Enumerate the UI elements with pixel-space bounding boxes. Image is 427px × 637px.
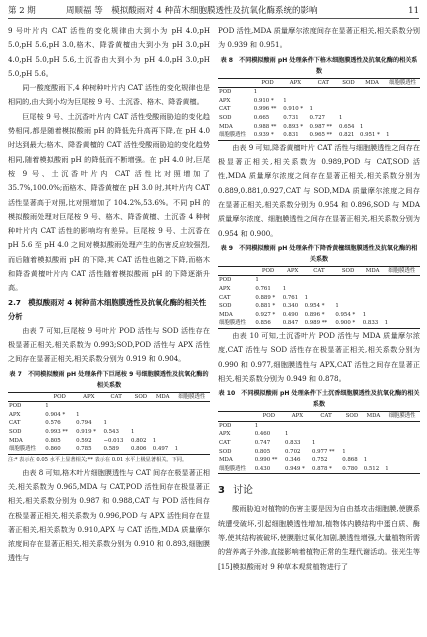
table-cell: 0.346 — [285, 457, 301, 464]
table-cell: 0.785 — [75, 445, 102, 454]
table-cell — [152, 428, 174, 437]
table-cell — [130, 402, 152, 411]
table-cell: MDA — [219, 311, 233, 318]
table-cell: POD — [9, 403, 22, 410]
table-cell: 0.665 — [253, 114, 270, 121]
table-cell — [385, 97, 420, 106]
table-cell: 0.794 — [76, 420, 92, 427]
table-cell: 0.881 * — [255, 303, 276, 310]
table-cell: 1 — [103, 420, 107, 427]
column-header: 细胞膜透性 — [384, 266, 420, 276]
right-column — [218, 24, 420, 574]
table-cell: 1 — [254, 422, 259, 429]
table-row — [218, 465, 420, 474]
column-header: MDA — [359, 78, 385, 88]
table-cell — [102, 411, 130, 420]
column-header: SOD — [341, 412, 363, 422]
table-cell: 1 — [342, 448, 346, 455]
table-row — [218, 311, 420, 320]
table-cell: 1 — [45, 403, 49, 410]
table-cell: 0.702 — [285, 448, 301, 455]
column-header: MDA — [152, 392, 174, 402]
table-cell: 0.847 — [282, 319, 304, 328]
table-cell — [385, 114, 420, 123]
column-header — [218, 266, 254, 276]
table-cell: 1 — [130, 428, 135, 435]
running-title: 周顺福 等 模拟酸雨对 4 种苗木细胞膜透性及抗氧化酶系统的影响 — [66, 6, 318, 16]
table-cell: 0.889 * — [255, 294, 276, 301]
table-cell: 0.747 — [254, 439, 271, 446]
table-note: 注:* 表示在 0.05 水平上显著相关;** 表示在 0.01 水平上极显著相关。下同。 — [8, 456, 188, 463]
table-cell: 1 — [309, 106, 313, 113]
table-cell: −0.013 — [103, 437, 124, 444]
paragraph: 9 号叶片内 CAT 活性的变化规律由大到小为 pH 4.0,pH 5.0,pH 5.6,pH 3.0,格木、降香黄檀由大到小为 pH 3.0,pH 4.0,pH 5.0,pH 5.6,土沉香由大到小为 pH 4.0,pH 3.0,pH 5.0,pH 5.6。 — [8, 26, 210, 78]
column-header: 细胞膜透性 — [385, 78, 420, 88]
table-caption: 表 7 不同模拟酸雨 pH 处理条件下巨尾桉 9 号细胞膜透性及抗氧化酶的相关系数 — [9, 370, 209, 389]
table-cell: 0.949 * — [284, 465, 311, 474]
table-row — [8, 411, 210, 420]
column-header: MDA — [363, 412, 385, 422]
table-cell: 0.727 — [309, 114, 325, 121]
table-cell: 0.512 — [363, 465, 385, 474]
table-cell — [384, 311, 420, 320]
table-cell: 0.731 — [283, 114, 299, 121]
table-row — [218, 294, 420, 303]
section-number: 3 — [218, 485, 225, 497]
table-cell — [384, 285, 420, 294]
paragraph: 由表 9 可知,降香黄檀叶片 CAT 活性与细胞膜透性之间存在极显著正相关,相关系数为 0.989,POD 与 CAT,SOD 活性,MDA 质量摩尔浓度之间存在显著正相关,相关系数分别为 0.889,0.881,0.927,CAT 与 SOD,MDA 质量摩尔浓度之间存在显著正相关,相关系数分别为 0.954 和 0.896,SOD 与 MDA 质量摩尔浓度、细胞膜透性之间存在显著正相关,相关系数分别为 0.954 和 0.900。 — [218, 142, 420, 238]
table-cell: 0.805 — [45, 437, 61, 444]
table-cell — [384, 302, 420, 311]
table-cell — [385, 88, 420, 97]
table-cell: 1 — [311, 439, 316, 446]
table-cell: 0.430 — [254, 465, 284, 474]
table-row — [218, 123, 420, 132]
table-cell: 0.806 — [130, 445, 152, 454]
table-row — [8, 402, 210, 411]
table-cell: SOD — [219, 303, 232, 310]
table-cell: 1 — [384, 465, 420, 474]
table-cell — [363, 439, 385, 448]
table-row — [218, 97, 420, 106]
table-cell: CAT — [219, 294, 231, 301]
column-header: CAT — [304, 266, 335, 276]
column-header: CAT — [102, 392, 130, 402]
table-cell: 0.904 * — [45, 411, 66, 418]
table-cell — [384, 276, 420, 285]
table-cell — [152, 411, 174, 420]
table-cell: 0.919 * — [76, 428, 96, 435]
table-cell — [334, 294, 361, 303]
paragraph: POD 活性,MDA 质量摩尔浓度间存在显著正相关,相关系数分别为 0.939 和 0.951。 — [218, 26, 420, 50]
running-header — [8, 5, 419, 19]
table-cell: MDA — [9, 437, 23, 444]
table-cell — [282, 88, 308, 97]
column-header: SOD — [334, 266, 361, 276]
table-cell — [359, 105, 385, 114]
table-row — [218, 302, 420, 311]
table-cell — [130, 411, 152, 420]
table-row — [218, 131, 420, 140]
table-cell: POD — [219, 277, 232, 284]
table-cell — [311, 421, 341, 430]
table-cell — [309, 88, 338, 97]
table-cell: 0.592 — [76, 437, 92, 444]
table-cell: 0.490 — [282, 311, 299, 318]
table-row — [218, 285, 420, 294]
table-cell: 0.543 — [103, 428, 119, 435]
paragraph: 同一酸度酸雨下,4 种树种叶片内 CAT 活性的变化规律也是相同的,由大到小均为巨尾桉 9 号、土沉香、格木、降香黄檀。 — [8, 83, 210, 107]
table-cell — [174, 411, 210, 420]
column-header: APX — [282, 266, 304, 276]
table-cell: 0.954 * — [304, 303, 325, 310]
column-header: 细胞膜透性 — [384, 412, 420, 422]
table-cell: 0.856 — [254, 319, 281, 328]
table-cell: 0.340 — [282, 303, 299, 310]
table-row — [218, 448, 420, 457]
table-cell — [130, 419, 152, 428]
discussion-heading — [218, 482, 420, 500]
table-cell: 1 — [285, 431, 289, 438]
left-column — [8, 24, 210, 566]
table-cell: 0.993 ** — [45, 428, 68, 435]
issue-number: 第 2 期 — [8, 6, 36, 16]
page-number: 11 — [408, 6, 419, 16]
table-cell: APX — [219, 431, 231, 438]
table-row — [218, 114, 420, 123]
table-cell: 细胞膜透性 — [218, 131, 253, 140]
table-cell — [384, 456, 420, 465]
table-cell: 0.821 — [338, 131, 359, 140]
table-cell: 0.761 — [282, 294, 299, 301]
table-cell: 0.833 — [285, 439, 301, 446]
table-cell: 0.752 — [311, 457, 328, 464]
paragraph: 巨尾桉 9 号、土沉香叶片内 CAT 活性受酸雨胁迫的变化趋势相同,都是随着模拟酸雨 pH 的降低先升高再下降,在 pH 4.0 时达到最大;格木、降香黄檀的 CAT 活性受酸雨胁迫的变化趋势相同,随着模拟酸雨 pH 的降低而不断增强。在 pH 4.0 时,巨尾桉 9 号、土沉香叶片内 CAT 活性比对照增加了 35.7%,100.0%;而格木、降香黄檀在 pH 3.0 时,其叶片内 CAT 活性显著高于对照,比对照增加了 104.2%,53.6%。不同 pH 的模拟酸雨处理对巨尾桉 9 号、格木、降香黄檀、土沉香 4 种树种叶片内 CAT 活性的影响均有差异。巨尾桉 9 号、土沉香在 pH 5.6 至 pH 4.0 之间对模拟酸雨处理产生的伤害反应较强烈,而后随着模拟酸雨 pH 的下降,其 CAT 活性也随之下降,而格木和降香黄檀叶片内 CAT 活性随着模拟酸雨 pH 的下降逐渐升高。 — [8, 111, 210, 293]
table-cell: MDA — [219, 457, 233, 464]
section-title: 讨论 — [232, 485, 253, 497]
column-header: POD — [253, 78, 282, 88]
table-cell — [341, 439, 363, 448]
table-cell: 0.497 — [152, 445, 174, 454]
column-header: SOD — [130, 392, 152, 402]
table-row — [8, 428, 210, 437]
table-cell — [75, 402, 102, 411]
table-row — [8, 419, 210, 428]
column-header: 细胞膜透性 — [174, 392, 210, 402]
table-cell: 0.910 * — [283, 106, 304, 113]
table-cell: SOD — [9, 428, 22, 435]
table-cell — [304, 276, 335, 285]
table-row — [218, 439, 420, 448]
table-cell — [102, 402, 130, 411]
table-cell — [334, 285, 361, 294]
table-cell: 1 — [174, 445, 210, 454]
table-cell: 0.989 ** — [304, 319, 335, 328]
paragraph: 酸雨胁迫对植物的伤害主要是因为自由基攻击细胞膜,使膜系统遭受破坏,引起细胞膜透性增加,植物体内膜结构中蛋白质、酶等,使其结构被破坏,使膜脂过氧化加剧,膜透性增强,大量植物所需的营养离子外渗,直接影响着植物正常的生理代谢活动。张光生等[15]模拟酸雨对 9 种草本观赏植物进行了 — [218, 504, 420, 571]
table-cell: 1 — [76, 411, 80, 418]
table-cell — [338, 105, 359, 114]
table-row — [8, 437, 210, 446]
table-cell: 0.460 — [254, 431, 271, 438]
table-cell — [309, 97, 338, 106]
table-header-row — [218, 78, 420, 88]
table-cell — [152, 419, 174, 428]
table-header-row — [218, 266, 420, 276]
table-row — [218, 105, 420, 114]
table-cell: POD — [219, 89, 232, 96]
table-cell — [304, 285, 335, 294]
table-cell: 1 — [362, 311, 367, 318]
table-cell: CAT — [219, 439, 231, 446]
table-cell — [311, 430, 341, 439]
table-cell — [384, 448, 420, 457]
table-cell: 1 — [304, 294, 309, 301]
correlation-table — [8, 392, 210, 455]
table-cell: 1 — [152, 437, 157, 444]
table-cell: 0.868 — [342, 457, 358, 464]
column-header — [218, 78, 253, 88]
paragraph: 由表 10 可知,土沉香叶片 POD 活性与 MDA 质量摩尔浓度,CAT 活性与 SOD 活性存在极显著正相关,相关系数分别为 0.990 和 0.977,细胞膜透性与 APX,CAT 活性之间存在显著正相关,相关系数分别为 0.949 和 0.878。 — [218, 330, 420, 383]
table-cell: CAT — [219, 106, 231, 113]
table-cell: 0.900 * — [334, 319, 361, 328]
correlation-table — [218, 266, 420, 329]
table-cell: 0.965 ** — [309, 131, 338, 140]
table-cell: 1 — [282, 286, 287, 293]
table-cell — [362, 285, 384, 294]
table-row — [218, 421, 420, 430]
paragraph: 由表 7 可知,巨尾桉 9 号叶片 POD 活性与 SOD 活性存在极显著正相关,相关系数为 0.993;SOD,POD 活性与 APX 活性之间存在显著正相关,相关系数分别为 0.919 和 0.904。 — [8, 325, 210, 364]
column-header: SOD — [338, 78, 359, 88]
table-cell: SOD — [219, 448, 232, 455]
table-cell: 0.987 ** — [309, 123, 333, 130]
table-cell: 0.990 ** — [254, 457, 278, 464]
column-header: POD — [254, 412, 284, 422]
table-cell — [334, 276, 361, 285]
table-header-row — [218, 412, 420, 422]
column-header: APX — [75, 392, 102, 402]
table-cell — [363, 448, 385, 457]
table-cell — [174, 402, 210, 411]
table-cell — [152, 402, 174, 411]
table-cell — [359, 88, 385, 97]
table-cell — [384, 439, 420, 448]
table-cell: 0.654 — [339, 123, 355, 130]
table-cell: 细胞膜透性 — [218, 319, 254, 328]
table-cell: 0.805 — [254, 448, 271, 455]
table-cell: 0.576 — [45, 420, 61, 427]
column-header — [8, 392, 44, 402]
table-caption: 表 9 不同模拟酸雨 pH 处理条件下降香黄檀细胞膜透性及抗氧化酶的相关系数 — [220, 244, 418, 263]
table-cell — [362, 294, 384, 303]
table-cell: 1 — [385, 131, 420, 140]
table-cell: 0.878 * — [311, 465, 341, 474]
table-cell: 0.977 ** — [311, 448, 335, 455]
table-header-row — [8, 392, 210, 402]
table-cell: 细胞膜透性 — [8, 445, 44, 454]
table-cell: 0.761 — [255, 286, 271, 293]
table-cell — [341, 430, 363, 439]
section-heading: 2.7 模拟酸雨对 4 树种苗木细胞膜透性及抗氧化酶的相关性分析 — [8, 297, 207, 321]
table-cell: SOD — [219, 114, 232, 121]
table-cell: 0.927 * — [255, 311, 276, 318]
table-cell: 1 — [253, 89, 258, 96]
table-cell: 0.860 — [44, 445, 75, 454]
table-cell: 0.589 — [102, 445, 130, 454]
paragraph: 由表 8 可知,格木叶片细胞膜透性与 CAT 间存在极显著正相关,相关系数为 0.965,MDA 与 CAT,POD 活性间存在极显著正相关,相关系数分别为 0.987 和 0.988,CAT 与 POD 活性间存在极显著正相关,相关系数为 0.996,POD 与 APX 活性间存在显著正相关,相关系数为 0.910,APX 与 CAT 活性,MDA 质量摩尔浓度间存在显著正相关,相关系数分别为 0.910 和 0.893,细胞膜透性与 — [8, 467, 210, 563]
table-cell: APX — [219, 97, 231, 104]
correlation-table — [218, 411, 420, 474]
column-header: POD — [254, 266, 281, 276]
table-cell — [362, 302, 384, 311]
table-cell: 1 — [255, 277, 259, 284]
table-cell — [384, 421, 420, 430]
table-cell — [282, 276, 304, 285]
table-cell: CAT — [9, 420, 21, 427]
table-cell: 0.954 * — [335, 311, 356, 318]
table-cell — [174, 419, 210, 428]
table-row — [8, 445, 210, 454]
table-cell: 细胞膜透性 — [218, 465, 254, 474]
table-cell: 1 — [359, 123, 364, 130]
table-cell: APX — [219, 286, 231, 293]
table-cell: 0.988 ** — [253, 123, 277, 130]
table-cell — [338, 88, 359, 97]
column-header — [218, 412, 254, 422]
table-cell: 1 — [384, 319, 420, 328]
table-cell: 1 — [339, 114, 343, 121]
table-cell — [363, 421, 385, 430]
table-cell — [174, 428, 210, 437]
table-cell — [341, 421, 363, 430]
column-header: APX — [282, 78, 308, 88]
table-cell: 0.910 * — [253, 97, 274, 104]
table-row — [218, 456, 420, 465]
table-cell — [363, 430, 385, 439]
table-cell: 0.831 — [282, 131, 308, 140]
table-cell — [174, 437, 210, 446]
table-cell: 0.893 * — [283, 123, 304, 130]
table-cell: 0.833 — [362, 319, 384, 328]
table-cell: 0.896 * — [304, 311, 325, 318]
column-header: CAT — [309, 78, 338, 88]
table-cell: MDA — [219, 123, 233, 130]
table-cell: 1 — [283, 97, 287, 104]
table-cell — [359, 114, 385, 123]
table-caption: 表 10 不同模拟酸雨 pH 处理条件下土沉香细胞膜透性及抗氧化酶的相关系数 — [218, 390, 420, 409]
table-cell: POD — [219, 422, 232, 429]
table-cell — [384, 430, 420, 439]
table-cell — [385, 105, 420, 114]
table-caption: 表 8 不同模拟酸雨 pH 处理条件下格木细胞膜透性及抗氧化酶的相关系数 — [220, 56, 418, 75]
correlation-table — [218, 78, 420, 141]
table-cell: 0.780 — [341, 465, 363, 474]
table-cell: 0.951 * — [359, 131, 385, 140]
column-header: CAT — [311, 412, 341, 422]
table-cell — [384, 294, 420, 303]
table-row — [218, 430, 420, 439]
table-cell: APX — [9, 411, 21, 418]
table-row — [218, 88, 420, 97]
table-row — [218, 319, 420, 328]
column-header: MDA — [362, 266, 384, 276]
table-cell: 0.939 * — [253, 131, 282, 140]
table-cell — [362, 276, 384, 285]
table-cell: 0.802 — [130, 437, 147, 444]
table-row — [218, 276, 420, 285]
table-cell: 1 — [363, 457, 368, 464]
table-cell: 1 — [335, 303, 339, 310]
column-header: APX — [284, 412, 311, 422]
table-cell — [284, 421, 311, 430]
table-cell — [338, 97, 359, 106]
table-cell — [385, 123, 420, 132]
table-cell: 0.996 ** — [253, 106, 277, 113]
table-cell — [359, 97, 385, 106]
column-header: POD — [44, 392, 75, 402]
